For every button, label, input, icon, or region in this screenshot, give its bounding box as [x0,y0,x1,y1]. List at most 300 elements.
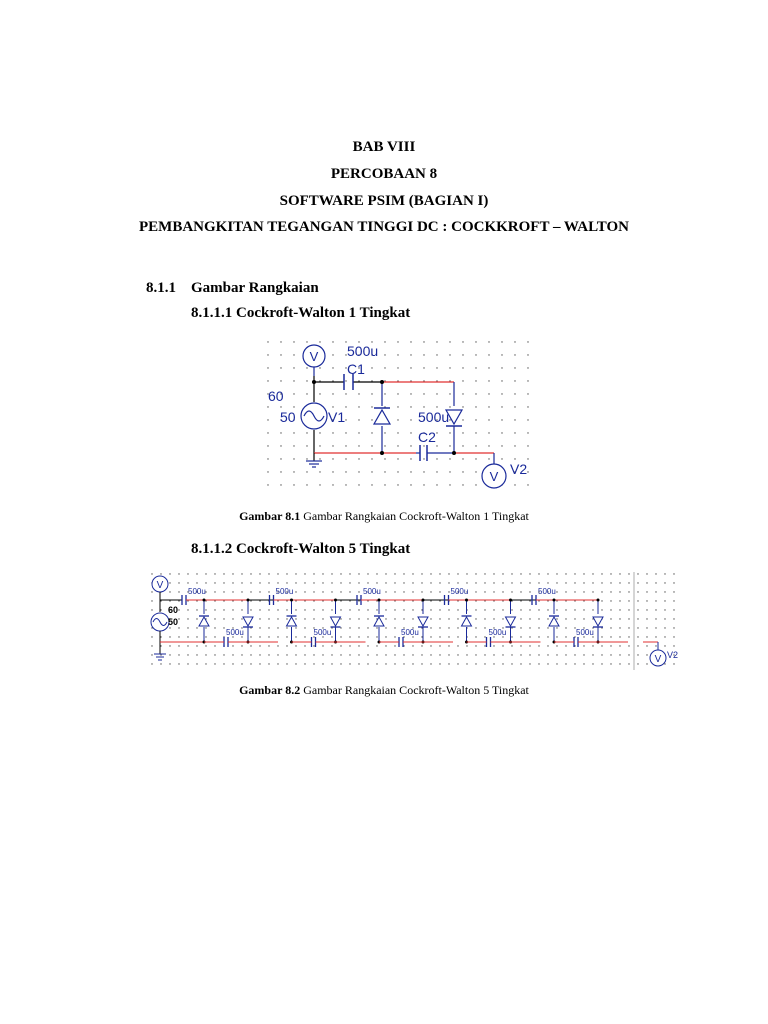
grid-dot [610,618,611,619]
grid-dot [448,618,449,619]
grid-dot [358,419,359,420]
grid-dot [501,432,502,433]
grid-dot [484,618,485,619]
subsection-2-title: 8.1.1.2 Cockroft-Walton 5 Tingkat [191,541,411,557]
diode-icon [549,617,559,626]
grid-dot [511,663,512,664]
grid-dot [547,573,548,574]
experiment-title: PERCOBAAN 8 [330,166,438,182]
grid-dot [655,627,656,628]
grid-dot [332,445,333,446]
grid-dot [268,627,269,628]
grid-dot [439,600,440,601]
grid-dot [394,636,395,637]
grid-dot [475,458,476,459]
grid-dot [475,573,476,574]
grid-dot [358,393,359,394]
grid-dot [556,582,557,583]
grid-dot [293,432,294,433]
grid-dot [367,582,368,583]
grid-dot [349,600,350,601]
cap-value: 500u [488,628,507,637]
grid-dot [259,591,260,592]
grid-dot [484,636,485,637]
grid-dot [501,419,502,420]
grid-dot [527,419,528,420]
grid-dot [423,458,424,459]
grid-dot [241,591,242,592]
grid-dot [358,627,359,628]
grid-dot [332,458,333,459]
cap-value: 500u [576,628,594,637]
grid-dot [259,609,260,610]
cap-value: 500u [363,587,381,596]
grid-dot [529,654,530,655]
grid-dot [601,636,602,637]
grid-dot [646,627,647,628]
caption-label: Gambar 8.1 [239,509,301,523]
figure-8-1-circuit [262,336,532,496]
grid-dot [457,663,458,664]
grid-dot [250,573,251,574]
grid-dot [151,645,152,646]
grid-dot [331,591,332,592]
grid-dot [449,484,450,485]
grid-dot [475,609,476,610]
grid-dot [610,600,611,601]
grid-dot [293,367,294,368]
grid-dot [332,341,333,342]
grid-dot [457,636,458,637]
grid-dot [259,582,260,583]
grid-dot [178,618,179,619]
grid-dot [410,354,411,355]
grid-dot [556,627,557,628]
grid-dot [592,600,593,601]
grid-dot [160,609,161,610]
grid-dot [349,636,350,637]
grid-dot [340,636,341,637]
grid-dot [178,645,179,646]
topic-title: PEMBANGKITAN TEGANGAN TINGGI DC : COCKKROFT – WALTON [139,219,629,235]
grid-dot [286,618,287,619]
grid-dot [306,458,307,459]
grid-dot [349,573,350,574]
grid-dot [439,654,440,655]
grid-dot [306,484,307,485]
grid-dot [439,645,440,646]
grid-dot [421,591,422,592]
grid-dot [556,645,557,646]
grid-dot [547,600,548,601]
grid-dot [384,471,385,472]
source-frequency: 50 [280,409,296,425]
grid-dot [430,654,431,655]
grid-dot [583,582,584,583]
grid-dot [610,645,611,646]
grid-dot [331,663,332,664]
grid-dot [488,341,489,342]
grid-dot [241,600,242,601]
grid-dot [466,645,467,646]
grid-dot [306,380,307,381]
grid-dot [511,582,512,583]
grid-dot [655,609,656,610]
grid-dot [574,600,575,601]
grid-dot [457,618,458,619]
grid-dot [349,645,350,646]
grid-dot [502,645,503,646]
source-name: V1 [328,409,346,425]
grid-dot [436,458,437,459]
grid-dot [501,393,502,394]
grid-dot [619,645,620,646]
grid-dot [169,654,170,655]
grid-dot [277,645,278,646]
grid-dot [646,609,647,610]
grid-dot [619,654,620,655]
grid-dot [673,609,674,610]
grid-dot [267,471,268,472]
grid-dot [322,618,323,619]
grid-dot [511,573,512,574]
junction [465,599,468,602]
grid-dot [250,600,251,601]
grid-dot [628,645,629,646]
grid-dot [462,432,463,433]
grid-dot [673,618,674,619]
caption-text: Gambar Rangkaian Cockroft-Walton 1 Tingkat [300,509,529,523]
grid-dot [306,367,307,368]
grid-dot [520,645,521,646]
grid-dot [475,419,476,420]
grid-dot [655,582,656,583]
grid-dot [358,609,359,610]
grid-dot [250,654,251,655]
grid-dot [250,663,251,664]
grid-dot [574,573,575,574]
grid-dot [664,636,665,637]
grid-dot [488,393,489,394]
grid-dot [340,618,341,619]
grid-dot [646,654,647,655]
grid-dot [547,636,548,637]
caption-text: Gambar Rangkaian Cockroft-Walton 5 Tingkat [300,683,529,697]
grid-dot [293,484,294,485]
grid-dot [295,663,296,664]
grid-dot [412,609,413,610]
grid-dot [527,406,528,407]
grid-dot [436,354,437,355]
grid-dot [655,618,656,619]
grid-dot [628,591,629,592]
grid-dot [280,406,281,407]
grid-dot [538,600,539,601]
grid-dot [385,591,386,592]
grid-dot [178,654,179,655]
grid-dot [196,654,197,655]
grid-dot [169,600,170,601]
grid-dot [286,600,287,601]
grid-dot [332,484,333,485]
grid-dot [286,609,287,610]
grid-dot [277,636,278,637]
grid-dot [306,471,307,472]
grid-dot [267,432,268,433]
grid-dot [514,406,515,407]
grid-dot [232,645,233,646]
grid-dot [187,600,188,601]
grid-dot [223,609,224,610]
grid-dot [664,600,665,601]
grid-dot [514,432,515,433]
grid-dot [493,582,494,583]
grid-dot [619,600,620,601]
grid-dot [367,636,368,637]
cap-value: 500u [313,628,332,637]
grid-dot [403,591,404,592]
grid-dot [397,419,398,420]
grid-dot [371,445,372,446]
grid-dot [385,654,386,655]
grid-dot [385,582,386,583]
grid-dot [527,367,528,368]
grid-dot [358,636,359,637]
grid-dot [376,609,377,610]
diode-icon [243,617,253,626]
grid-dot [196,663,197,664]
grid-dot [340,600,341,601]
grid-dot [178,609,179,610]
grid-dot [340,573,341,574]
grid-dot [436,367,437,368]
grid-dot [527,380,528,381]
grid-dot [259,618,260,619]
software-title: SOFTWARE PSIM (BAGIAN I) [279,193,489,209]
grid-dot [448,627,449,628]
cap-name-1: C1 [347,361,365,377]
grid-dot [295,591,296,592]
grid-dot [410,406,411,407]
grid-dot [484,582,485,583]
grid-dot [592,609,593,610]
grid-dot [332,354,333,355]
grid-dot [421,609,422,610]
grid-dot [332,432,333,433]
grid-dot [610,591,611,592]
grid-dot [514,419,515,420]
junction [380,451,384,455]
grid-dot [178,591,179,592]
grid-dot [449,393,450,394]
grid-dot [304,573,305,574]
grid-dot [358,600,359,601]
grid-dot [259,654,260,655]
grid-dot [574,609,575,610]
grid-dot [331,654,332,655]
grid-dot [610,663,611,664]
grid-dot [449,367,450,368]
grid-dot [556,636,557,637]
grid-dot [205,600,206,601]
grid-dot [547,618,548,619]
grid-dot [493,609,494,610]
grid-dot [280,354,281,355]
grid-dot [187,636,188,637]
grid-dot [565,663,566,664]
grid-dot [367,645,368,646]
grid-dot [376,573,377,574]
grid-dot [484,609,485,610]
grid-dot [664,573,665,574]
grid-dot [475,354,476,355]
grid-dot [267,406,268,407]
grid-dot [475,380,476,381]
grid-dot [527,458,528,459]
grid-dot [484,654,485,655]
grid-dot [367,627,368,628]
grid-dot [313,645,314,646]
grid-dot [592,582,593,583]
grid-dot [345,432,346,433]
grid-dot [421,645,422,646]
grid-dot [520,618,521,619]
grid-dot [277,654,278,655]
grid-dot [501,445,502,446]
grid-dot [223,663,224,664]
grid-dot [462,406,463,407]
grid-dot [538,618,539,619]
grid-dot [169,663,170,664]
grid-dot [439,582,440,583]
grid-dot [268,645,269,646]
grid-dot [538,573,539,574]
grid-dot [583,573,584,574]
grid-dot [462,367,463,368]
grid-dot [488,354,489,355]
grid-dot [280,484,281,485]
grid-dot [268,609,269,610]
subsection-1-title: 8.1.1.1 Cockroft-Walton 1 Tingkat [191,305,411,321]
meter-name: V2 [510,461,528,477]
meter-name: V2 [667,650,679,660]
grid-dot [673,573,674,574]
grid-dot [160,663,161,664]
grid-dot [466,573,467,574]
grid-dot [529,573,530,574]
grid-dot [267,445,268,446]
grid-dot [484,645,485,646]
grid-dot [385,618,386,619]
junction [597,599,600,602]
grid-dot [187,663,188,664]
grid-dot [214,591,215,592]
grid-dot [214,627,215,628]
grid-dot [340,645,341,646]
grid-dot [529,600,530,601]
grid-dot [196,645,197,646]
grid-dot [493,600,494,601]
chapter-title: BAB VIII [352,139,416,155]
grid-dot [160,636,161,637]
cap-value-2: 500u [418,409,450,425]
grid-dot [423,445,424,446]
grid-dot [280,445,281,446]
grid-dot [493,654,494,655]
grid-dot [205,663,206,664]
grid-dot [449,432,450,433]
grid-dot [304,591,305,592]
grid-dot [514,367,515,368]
grid-dot [223,654,224,655]
grid-dot [619,591,620,592]
grid-dot [493,663,494,664]
grid-dot [286,627,287,628]
grid-dot [574,654,575,655]
grid-dot [241,645,242,646]
grid-dot [358,654,359,655]
ladder-stages [160,587,628,647]
grid-dot [376,600,377,601]
grid-dot [306,341,307,342]
grid-dot [196,582,197,583]
grid-dot [511,636,512,637]
grid-dot [241,618,242,619]
junction [203,599,206,602]
grid-dot [169,573,170,574]
grid-dot [628,636,629,637]
grid-dot [349,618,350,619]
grid-dot [306,445,307,446]
grid-dot [410,445,411,446]
grid-dot [331,645,332,646]
grid-dot [527,445,528,446]
cap-value: 500u [188,587,206,596]
grid-dot [394,591,395,592]
grid-dot [196,627,197,628]
grid-dot [439,591,440,592]
cap-value: 500u [226,628,244,637]
grid-dot [151,609,152,610]
grid-dot [592,654,593,655]
grid-dot [493,591,494,592]
grid-dot [410,393,411,394]
diode-icon [418,617,428,626]
grid-dot [529,645,530,646]
grid-dot [430,627,431,628]
grid-dot [449,458,450,459]
grid-dot [475,600,476,601]
grid-dot [412,591,413,592]
grid-dot [286,573,287,574]
grid-dot [313,654,314,655]
grid-dot [349,627,350,628]
grid-dot [529,636,530,637]
grid-dot [385,663,386,664]
grid-dot [538,627,539,628]
source-amplitude: 60 [268,388,284,404]
grid-dot [475,582,476,583]
grid-dot [547,645,548,646]
grid-dot [169,591,170,592]
grid-dot [436,445,437,446]
grid-dot [410,341,411,342]
grid-dot [610,654,611,655]
grid-dot [394,627,395,628]
grid-dot [421,636,422,637]
grid-dot [529,627,530,628]
grid-dot [664,591,665,592]
